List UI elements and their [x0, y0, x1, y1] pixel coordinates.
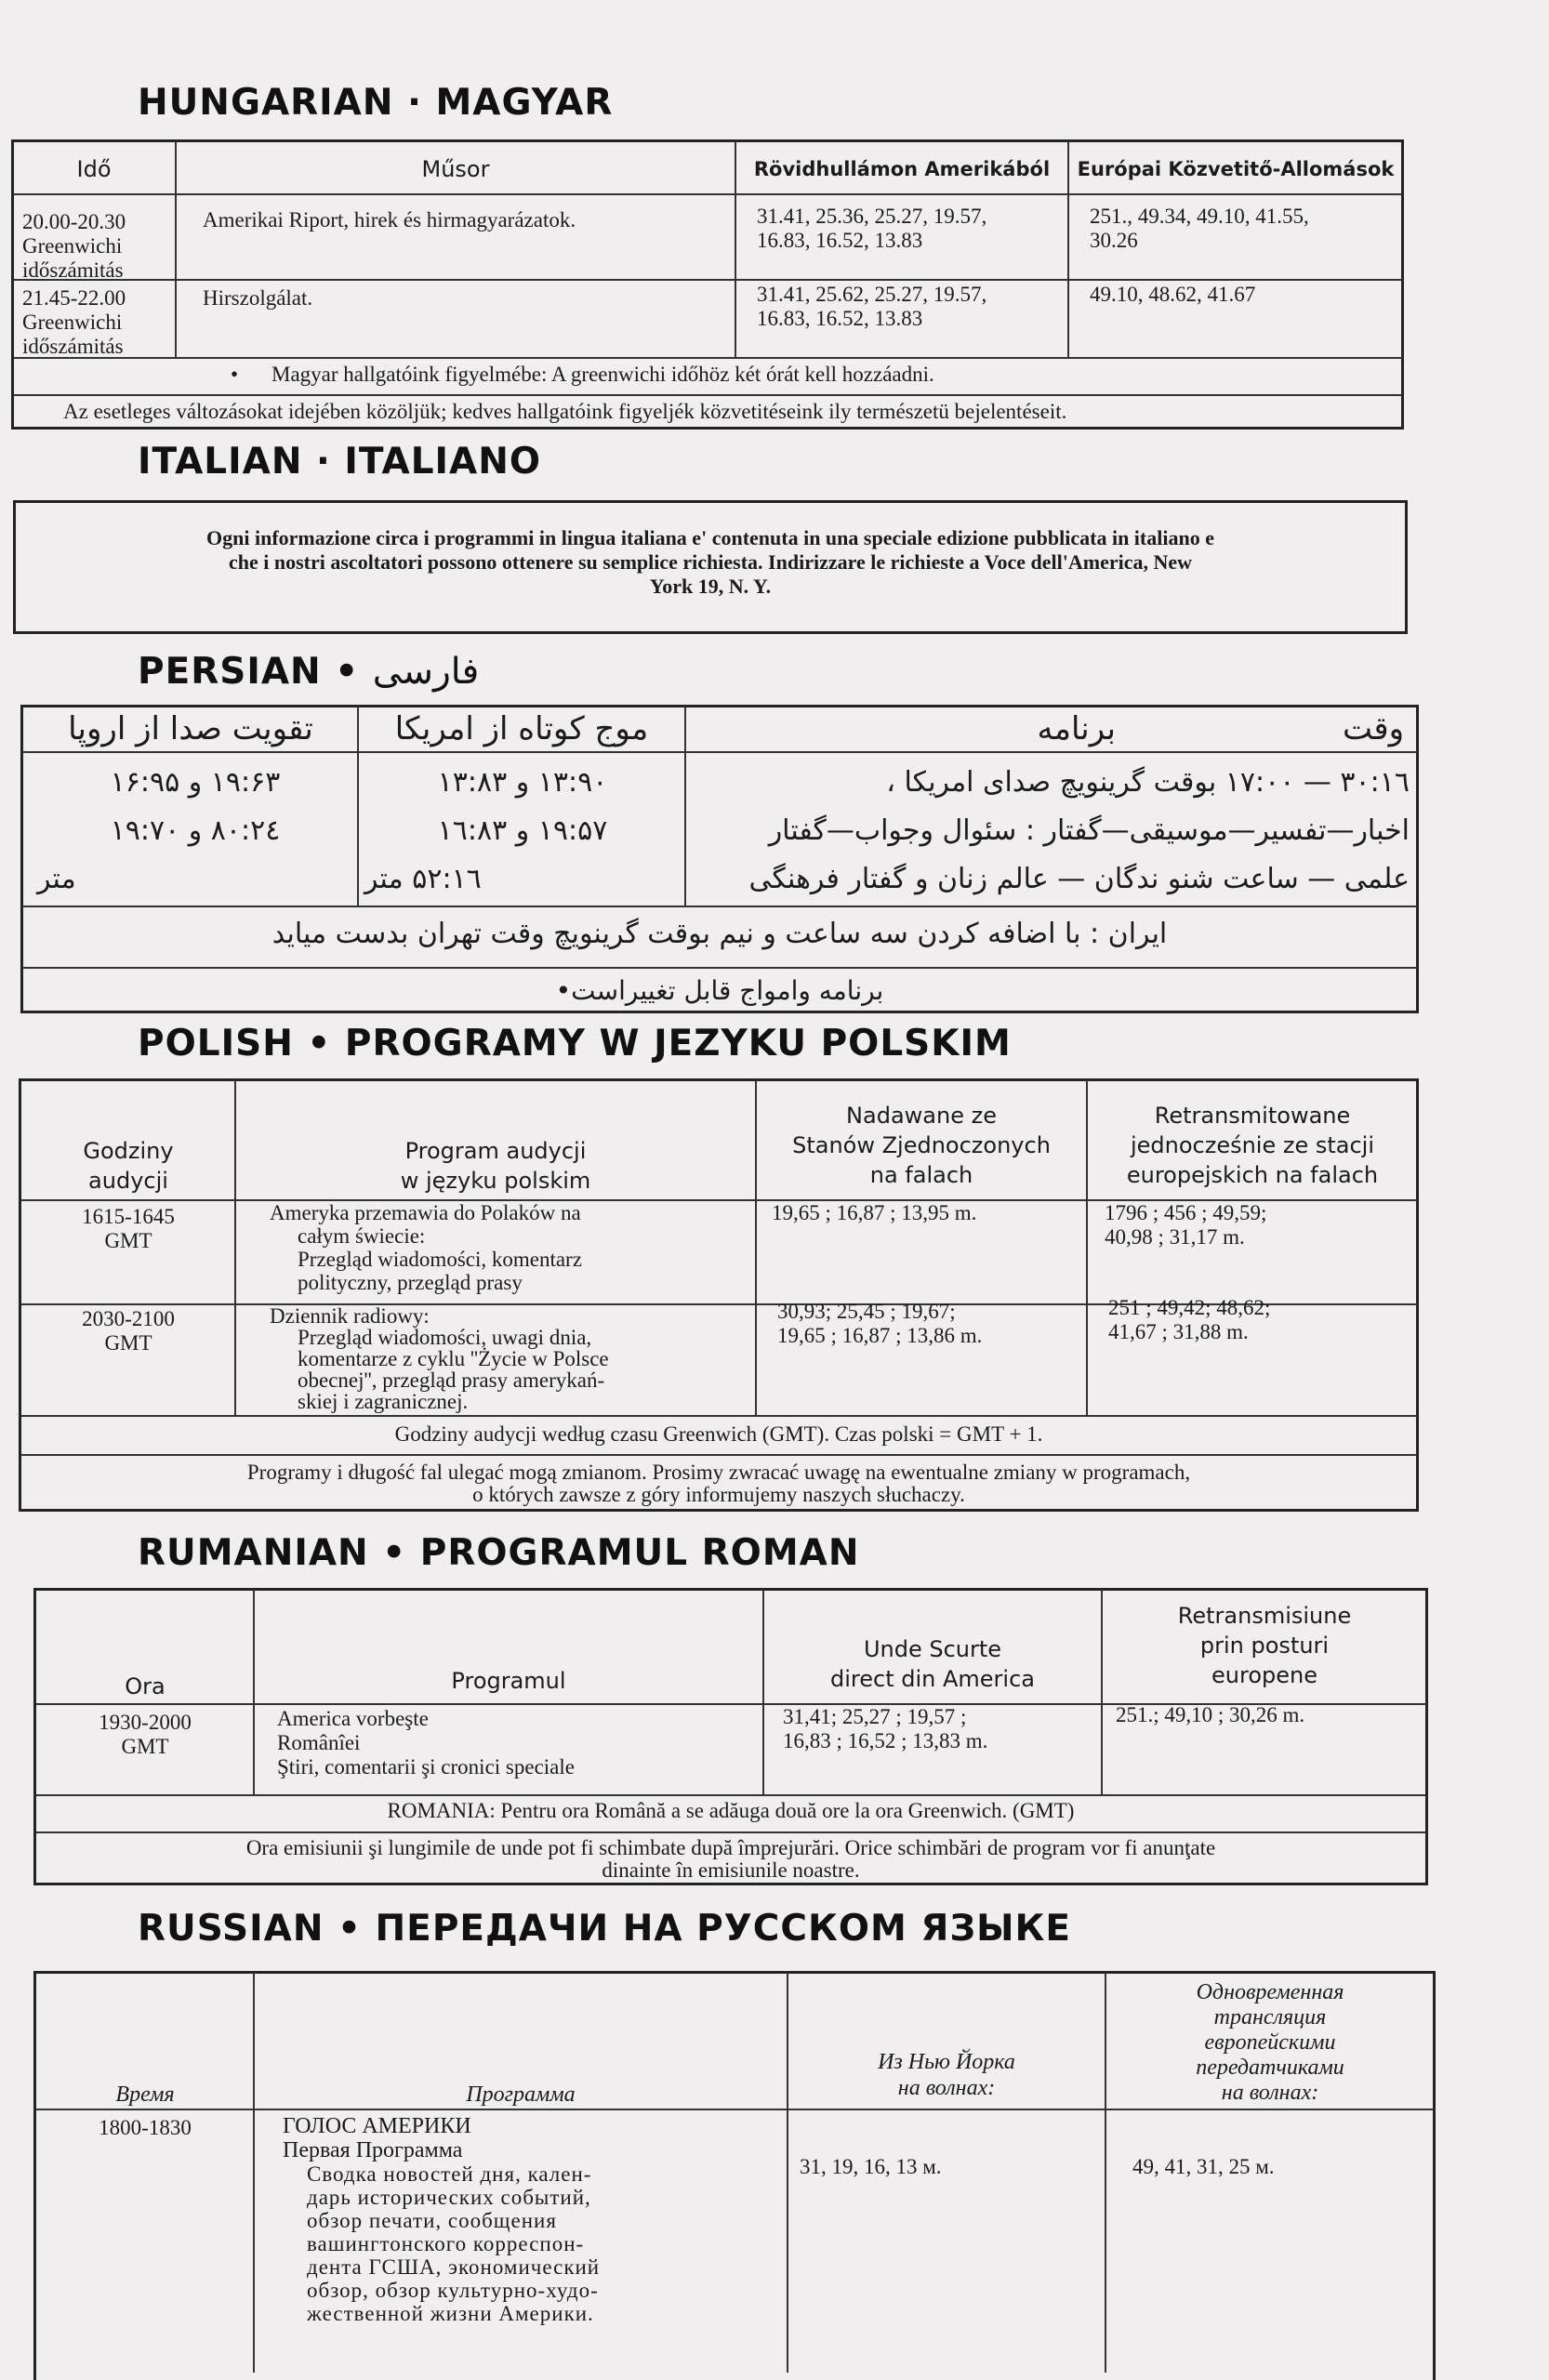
italian-heading: ITALIAN · ITALIANO — [138, 441, 542, 483]
persian-heading: PERSIAN • فارسی — [138, 651, 480, 693]
persian-us-freq: ۱۳:۹۰ و ۱۳:۸۳ ۱۹:۵۷ و ۱٦:۸۳ ۱٦:۵۲ متر — [364, 766, 608, 895]
table-row-us-freq: 30,93; 25,45 ; 19,67; 19,65 ; 16,87 ; 13,86 m. — [777, 1300, 983, 1347]
table-row-program: Amerikai Riport, hirek és hirmagyarázatok. — [203, 208, 576, 231]
polish-header-us: Nadawane ze Stanów Zjednoczonych na falach — [792, 1103, 1051, 1188]
hungarian-heading: HUNGARIAN · MAGYAR — [138, 82, 614, 124]
table-row-eu-freq: 1796 ; 456 ; 49,59; 40,98 ; 31,17 m. — [1105, 1201, 1267, 1249]
persian-eu-freq: ۱۹:۶۳ و ۱۶:۹۵ ۲٤:۸۰ و ۱۹:۷۰ متر — [37, 766, 281, 895]
rumanian-header-time: Ora — [125, 1673, 165, 1699]
rumanian-header-us: Unde Scurte direct din America — [830, 1636, 1035, 1692]
persian-header-us: موج کوتاه از امریکا — [394, 710, 649, 747]
table-row-program: America vorbeşte Românîei Ştiri, comentarii şi cronici speciale — [277, 1707, 575, 1778]
persian-header-eu: تقویت صدا از اروپا — [68, 710, 313, 747]
persian-program: ۱٦:۳۰ — ۱۷:۰۰ بوقت گرینویچ صدای امریکا ، اخبار—تفسیر—موسیقی—گفتار : سئوال وجواب—گفتار علمی — ساعت شنو ندگان — عالم زنان و گفتار فرهنگی — [748, 766, 1410, 895]
rumanian-header-eu: Retransmisiune prin posturi europene — [1177, 1603, 1352, 1688]
table-row-us-freq: 31.41, 25.36, 25.27, 19.57, 16.83, 16.52, 13.83 — [757, 205, 987, 252]
hungarian-header-eu: Európai Közvetitő-Allomások — [1077, 158, 1395, 180]
table-row-eu-freq: 49, 41, 31, 25 м. — [1132, 2155, 1275, 2178]
rumanian-footnote: Ora emisiunii şi lungimile de unde pot fi schimbate după împrejurări. Orice schimbări de program vor fi anunţate dinainte în emisiunile noastre. — [245, 1836, 1216, 1882]
hungarian-note: Magyar hallgatóink figyelmébe: A greenwichi időhöz két órát kell hozzáadni. — [271, 363, 934, 386]
bullet-icon: • — [231, 363, 239, 386]
table-row-eu-freq: 251.; 49,10 ; 30,26 m. — [1116, 1703, 1305, 1726]
table-row-us-freq: 31, 19, 16, 13 м. — [800, 2155, 942, 2178]
persian-note: ایران : با اضافه کردن سه ساعت و نیم بوقت گرینویچ وقت تهران بدست میاید — [271, 918, 1168, 950]
table-row-time: 21.45-22.00 Greenwichi időszámitás — [22, 286, 126, 358]
table-row-eu-freq: 251 ; 49,42; 48,62; 41,67 ; 31,88 m. — [1108, 1296, 1271, 1343]
polish-header-program: Program audycji w języku polskim — [400, 1138, 591, 1194]
polish-header-time: Godziny audycji — [83, 1138, 174, 1194]
table-row-eu-freq: 251., 49.34, 49.10, 41.55, 30.26 — [1090, 205, 1309, 252]
russian-heading: RUSSIAN • ПЕРЕДАЧИ НА РУССКОМ ЯЗЫКЕ — [138, 1908, 1072, 1950]
table-row-program: Ameryka przemawia do Polaków na całym świecie: Przegląd wiadomości, komentarz polityczny, przegląd prasy — [270, 1201, 582, 1294]
table-row-program: Dziennik radiowy: Przegląd wiadomości, uwagi dnia, komentarze z cyklu ''Życie w Polsce obecnej'', przegląd prasy amerykań- skiej i zagranicznej. — [270, 1304, 609, 1413]
italian-text: Ogni informazione circa i programmi in lingua italiana e' contenuta in una speciale edizione pubblicata in italiano e che i nostri ascoltatori possono ottenere su semplice richiesta. Indirizzare le richieste a Voce dell'America, New York 19, N. Y. — [206, 526, 1214, 598]
table-row-us-freq: 31,41; 25,27 ; 19,57 ; 16,83 ; 16,52 ; 13,83 m. — [783, 1705, 988, 1752]
table-row-time: 1930-2000 GMT — [99, 1711, 192, 1758]
russian-header-program: Программа — [466, 2082, 576, 2107]
russian-header-eu: Одновременная трансляция европейскими передатчиками на волнах: — [1196, 1980, 1344, 2105]
table-row-us-freq: 19,65 ; 16,87 ; 13,95 m. — [772, 1201, 977, 1224]
table-row-us-freq: 31.41, 25.62, 25.27, 19.57, 16.83, 16.52, 13.83 — [757, 283, 987, 330]
polish-header-eu: Retransmitowane jednocześnie ze stacji europejskich na falach — [1126, 1103, 1379, 1188]
table-row-program: Hirszolgálat. — [203, 286, 313, 310]
hungarian-header-us: Rövidhullámon Amerikából — [753, 158, 1051, 180]
table-row-time: 20.00-20.30 Greenwichi időszámitás — [22, 210, 126, 282]
persian-header-time: وقت — [1342, 710, 1404, 747]
polish-note: Godziny audycji według czasu Greenwich (GMT). Czas polski = GMT + 1. — [394, 1422, 1043, 1446]
russian-header-us: Из Нью Йорка на волнах: — [878, 2050, 1015, 2100]
rumanian-header-program: Programul — [451, 1668, 566, 1694]
table-row-time: 2030-2100 GMT — [82, 1307, 175, 1355]
table-row-eu-freq: 49.10, 48.62, 41.67 — [1090, 283, 1256, 306]
table-row-time: 1800-1830 — [99, 2116, 192, 2139]
rumanian-note: ROMANIA: Pentru ora Română a se adăuga două ore la ora Greenwich. (GMT) — [387, 1799, 1075, 1822]
polish-heading: POLISH • PROGRAMY W JEZYKU POLSKIM — [138, 1023, 1012, 1064]
table-row-program: Сводка новостей дня, кален- дарь исторических событий, обзор печати, сообщения вашингтонского корреспон- дента ГСША, экономический обзор, обзор культурно-худо- жественной жизни Америки. — [307, 2162, 601, 2325]
hungarian-header-program: Műsor — [421, 156, 490, 182]
table-row-time: 1615-1645 GMT — [82, 1205, 175, 1252]
persian-header-program: برنامه — [1037, 710, 1116, 747]
russian-header-time: Время — [115, 2082, 175, 2107]
hungarian-footnote: Az esetleges változásokat idejében közöljük; kedves hallgatóink figyeljék közvetitéseink ily természetü bejelentéseit. — [63, 400, 1067, 423]
persian-footnote: برنامه وامواج قابل تغییراست• — [555, 975, 884, 1006]
polish-footnote: Programy i długość fal ulegać mogą zmianom. Prosimy zwracać uwagę na ewentualne zmiany w programach, o których zawsze z góry informujemy naszych słuchaczy. — [246, 1461, 1191, 1506]
table-row-program-title: ГОЛОС АМЕРИКИ Первая Программа — [283, 2114, 471, 2162]
rumanian-heading: RUMANIAN • PROGRAMUL ROMAN — [138, 1532, 860, 1574]
hungarian-header-time: Idő — [76, 156, 112, 182]
